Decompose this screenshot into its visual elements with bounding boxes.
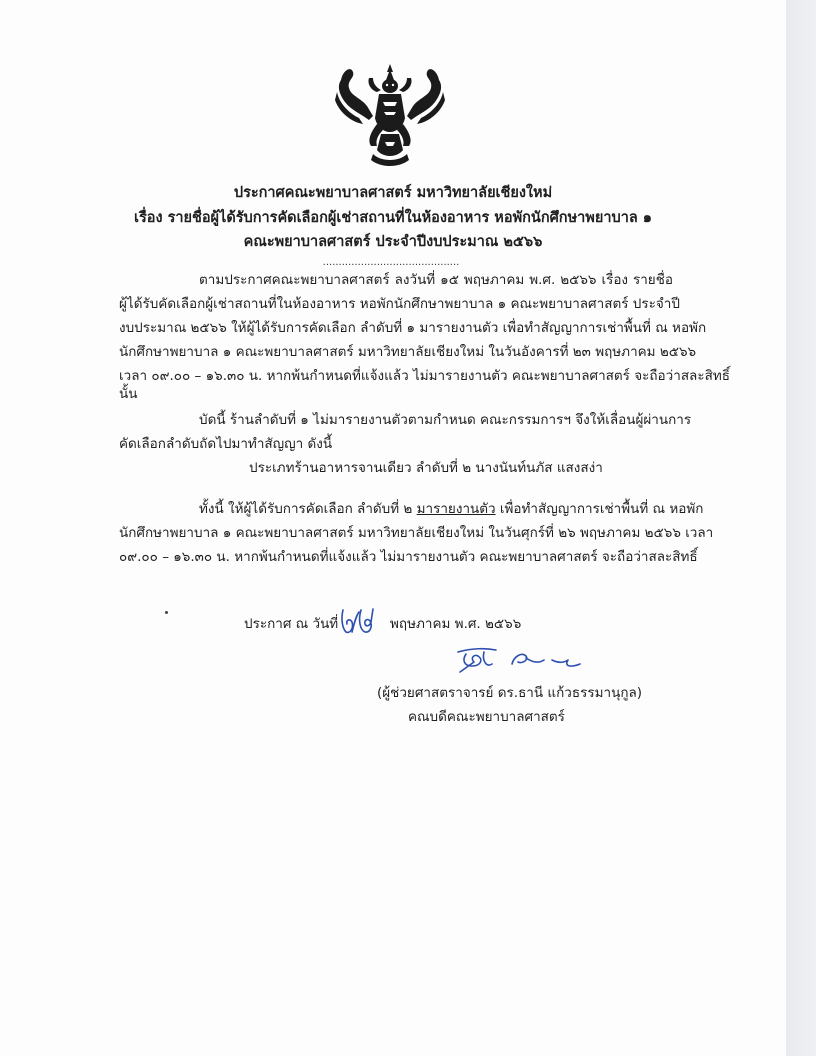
announcement-title: ประกาศคณะพยาบาลศาสตร์ มหาวิทยาลัยเชียงใหม่	[233, 185, 553, 201]
paragraph-3-text-after: เพื่อทำสัญญาการเช่าพื้นที่ ณ หอพัก	[499, 501, 704, 517]
handwritten-day	[340, 606, 378, 636]
garuda-emblem-icon	[333, 62, 447, 170]
paragraph-3-text-before: ทั้งนี้ ให้ผู้ได้รับการคัดเลือก ลำดับที่ ๒	[199, 501, 417, 517]
announcement-subject: เรื่อง รายชื่อผู้ได้รับการคัดเลือกผู้เช่าสถานที่ในห้องอาหาร หอพักนักศึกษาพยาบาล ๑	[134, 210, 652, 226]
paragraph-3-line-3: ๐๙.๐๐ – ๑๖.๓๐ น. หากพ้นกำหนดที่แจ้งแล้ว ไม่มารายงานตัว คณะพยาบาลศาสตร์ จะถือว่าสละสิทธิ์	[119, 549, 698, 565]
paragraph-1-line-5: เวลา ๐๙.๐๐ – ๑๖.๓๐ น. หากพ้นกำหนดที่แจ้งแล้ว ไม่มารายงานตัว คณะพยาบาลศาสตร์ จะถือว่าสละสิทธิ์	[119, 368, 730, 384]
paragraph-3-line-2: นักศึกษาพยาบาล ๑ คณะพยาบาลศาสตร์ มหาวิทยาลัยเชียงใหม่ ในวันศุกร์ที่ ๒๖ พฤษภาคม ๒๕๖๖ เวลา	[119, 525, 714, 541]
announce-date-prefix: ประกาศ ณ วันที่	[244, 616, 339, 632]
paragraph-1-line-2: ผู้ได้รับคัดเลือกผู้เช่าสถานที่ในห้องอาหาร หอพักนักศึกษาพยาบาล ๑ คณะพยาบาลศาสตร์ ประจำปี	[119, 296, 680, 312]
paragraph-2-line-2: คัดเลือกลำดับถัดไปมาทำสัญญา ดังนี้	[119, 436, 333, 452]
handwritten-signature-icon	[452, 642, 592, 678]
paragraph-1-line-4: นักศึกษาพยาบาล ๑ คณะพยาบาลศาสตร์ มหาวิทยาลัยเชียงใหม่ ในวันอังคารที่ ๒๓ พฤษภาคม ๒๕๖๖	[119, 344, 697, 360]
shop-entry: ประเภทร้านอาหารจานเดียว ลำดับที่ ๒ นางนันท์นภัส แสงสง่า	[249, 460, 603, 476]
signatory-title: คณบดีคณะพยาบาลศาสตร์	[408, 709, 565, 725]
announce-date-suffix: พฤษภาคม พ.ศ. ๒๕๖๖	[390, 616, 522, 632]
signatory-name: (ผู้ช่วยศาสตราจารย์ ดร.ธานี แก้วธรรมานุกูล)	[377, 685, 643, 701]
paragraph-1-line-3: งบประมาณ ๒๕๖๖ ให้ผู้ได้รับการคัดเลือก ลำดับที่ ๑ มารายงานตัว เพื่อทำสัญญาการเช่าพื้นที่ ณ หอพัก	[119, 320, 707, 336]
separator-dots: ...........................................	[322, 257, 460, 268]
scan-speck	[165, 611, 168, 614]
report-in-underlined: มารายงานตัว	[416, 501, 496, 517]
paragraph-1-line-1: ตามประกาศคณะพยาบาลศาสตร์ ลงวันที่ ๑๕ พฤษภาคม พ.ศ. ๒๕๖๖ เรื่อง รายชื่อ	[199, 272, 673, 288]
paragraph-1-line-6: นั้น	[119, 386, 138, 402]
announcement-subject-continued: คณะพยาบาลศาสตร์ ประจำปีงบประมาณ ๒๕๖๖	[243, 234, 543, 250]
paragraph-2-line-1: บัดนี้ ร้านลำดับที่ ๑ ไม่มารายงานตัวตามกำหนด คณะกรรมการฯ จึงให้เลื่อนผู้ผ่านการ	[199, 412, 692, 428]
scan-margin	[786, 0, 816, 1056]
paragraph-3-line-1	[199, 498, 704, 520]
